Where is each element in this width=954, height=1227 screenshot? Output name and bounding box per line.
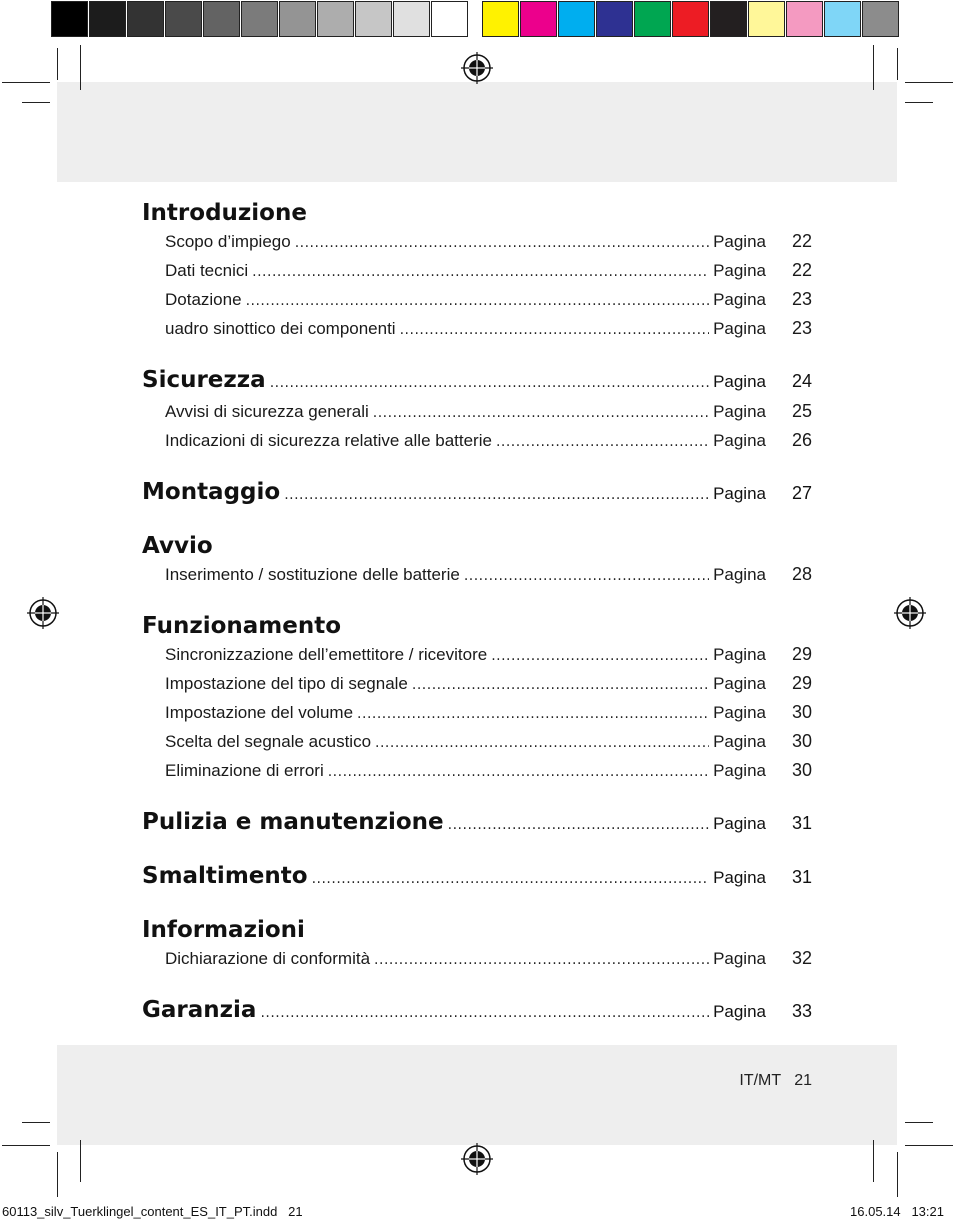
pagina-label: Pagina: [713, 261, 766, 280]
leader-dots: [375, 730, 709, 757]
registration-mark-icon: [894, 597, 926, 629]
pagina-label: Pagina: [713, 949, 766, 968]
top-band: [57, 82, 897, 182]
pagina-label: Pagina: [713, 674, 766, 693]
toc-entry[interactable]: [142, 315, 812, 344]
section-title: Garanzia: [142, 997, 257, 1023]
pagina-label: Pagina: [713, 372, 766, 391]
toc-section-heading[interactable]: [142, 477, 812, 510]
color-swatch: [241, 1, 278, 37]
color-bar: [482, 1, 900, 39]
entry-label: Dati tecnici: [165, 261, 249, 280]
toc-entry[interactable]: [142, 728, 812, 757]
leader-dots: [295, 230, 709, 257]
toc-entry[interactable]: [142, 670, 812, 699]
color-swatch: [393, 1, 430, 37]
entry-label: Dichiarazione di conformità: [165, 949, 371, 968]
pagina-label: Pagina: [713, 319, 766, 338]
leader-dots: [400, 317, 709, 344]
leader-dots: [448, 810, 709, 840]
toc-section: [142, 365, 812, 456]
page-number: 24: [791, 371, 812, 391]
section-title: Avvio: [142, 533, 213, 559]
page-number: 32: [791, 948, 812, 968]
pagina-label: Pagina: [713, 232, 766, 251]
color-swatch: [862, 1, 899, 37]
entry-label: Avvisi di sicurezza generali: [165, 402, 369, 421]
pagina-label: Pagina: [713, 732, 766, 751]
toc-section: [142, 531, 812, 590]
toc-section-heading[interactable]: [142, 861, 812, 894]
pagina-label: Pagina: [713, 703, 766, 722]
section-title: Montaggio: [142, 479, 281, 505]
toc-section-heading[interactable]: [142, 995, 812, 1028]
leader-dots: [260, 998, 709, 1028]
pagina-label: Pagina: [713, 868, 766, 887]
pagina-label: Pagina: [713, 402, 766, 421]
entry-label: uadro sinottico dei componenti: [165, 319, 396, 338]
pagina-label: Pagina: [713, 645, 766, 664]
section-title: Pulizia e manutenzione: [142, 809, 444, 835]
page-number: 30: [791, 731, 812, 751]
section-title: Informazioni: [142, 917, 305, 943]
toc-section-heading[interactable]: [142, 915, 812, 945]
leader-dots: [284, 480, 709, 510]
file-slug: 60113_silv_Tuerklingel_content_ES_IT_PT.indd 21: [2, 1204, 303, 1219]
toc-entry[interactable]: [142, 398, 812, 427]
color-swatch: [89, 1, 126, 37]
entry-label: Eliminazione di errori: [165, 761, 324, 780]
leader-dots: [464, 563, 709, 590]
toc-section: [142, 807, 812, 840]
color-swatch: [748, 1, 785, 37]
color-swatch: [824, 1, 861, 37]
entry-label: Scelta del segnale acustico: [165, 732, 372, 751]
page-number: 29: [791, 673, 812, 693]
toc-entry[interactable]: [142, 228, 812, 257]
color-swatch: [786, 1, 823, 37]
color-swatch: [431, 1, 468, 37]
entry-label: Impostazione del tipo di segnale: [165, 674, 408, 693]
page-number: 22: [791, 260, 812, 280]
page-number: 28: [791, 564, 812, 584]
registration-mark-icon: [461, 1143, 493, 1175]
toc-entry[interactable]: [142, 641, 812, 670]
leader-dots: [373, 400, 709, 427]
toc-entry[interactable]: [142, 757, 812, 786]
pagina-label: Pagina: [713, 431, 766, 450]
color-swatch: [279, 1, 316, 37]
leader-dots: [312, 864, 710, 894]
page-number: 31: [791, 813, 812, 833]
toc-entry[interactable]: [142, 945, 812, 974]
toc-section: [142, 915, 812, 974]
page-number: IT/MT 21: [739, 1072, 812, 1089]
page-number: 26: [791, 430, 812, 450]
toc-section-heading[interactable]: [142, 531, 812, 561]
toc-section: [142, 198, 812, 344]
section-title: Funzionamento: [142, 613, 342, 639]
color-swatch: [51, 1, 88, 37]
leader-dots: [496, 429, 709, 456]
leader-dots: [252, 259, 709, 286]
toc-section: [142, 995, 812, 1028]
page-number: 25: [791, 401, 812, 421]
entry-label: Dotazione: [165, 290, 242, 309]
color-swatch: [317, 1, 354, 37]
toc-section-heading[interactable]: [142, 198, 812, 228]
registration-mark-icon: [27, 597, 59, 629]
leader-dots: [374, 947, 709, 974]
leader-dots: [357, 701, 709, 728]
registration-mark-icon: [461, 52, 493, 84]
page-number: 22: [791, 231, 812, 251]
color-swatch: [127, 1, 164, 37]
toc-section-heading[interactable]: [142, 365, 812, 398]
leader-dots: [328, 759, 709, 786]
grayscale-bar: [51, 1, 469, 39]
leader-dots: [270, 368, 709, 398]
entry-label: Inserimento / sostituzione delle batterie: [165, 565, 460, 584]
leader-dots: [491, 643, 709, 670]
pagina-label: Pagina: [713, 761, 766, 780]
color-swatch: [203, 1, 240, 37]
pagina-label: Pagina: [713, 484, 766, 503]
toc-section: [142, 611, 812, 786]
color-swatch: [596, 1, 633, 37]
color-swatch: [165, 1, 202, 37]
page-number: 30: [791, 760, 812, 780]
leader-dots: [412, 672, 709, 699]
toc-section: [142, 477, 812, 510]
color-swatch: [558, 1, 595, 37]
section-title: Smaltimento: [142, 863, 308, 889]
page-number: 31: [791, 867, 812, 887]
page-number: 23: [791, 289, 812, 309]
toc-section-heading[interactable]: [142, 807, 812, 840]
section-title: Introduzione: [142, 200, 307, 226]
table-of-contents: [142, 198, 812, 1028]
page-number: 30: [791, 702, 812, 722]
page-number: 27: [791, 483, 812, 503]
bottom-band: [57, 1045, 897, 1145]
toc-entry[interactable]: [142, 286, 812, 315]
color-swatch: [520, 1, 557, 37]
pagina-label: Pagina: [713, 565, 766, 584]
color-swatch: [482, 1, 519, 37]
color-swatch: [355, 1, 392, 37]
toc-entry[interactable]: [142, 699, 812, 728]
color-swatch: [634, 1, 671, 37]
page-number: 23: [791, 318, 812, 338]
entry-label: Sincronizzazione dell’emettitore / ricevitore: [165, 645, 488, 664]
timestamp-slug: 16.05.14 13:21: [850, 1204, 944, 1219]
color-swatch: [672, 1, 709, 37]
toc-entry[interactable]: [142, 257, 812, 286]
pagina-label: Pagina: [713, 814, 766, 833]
page-number: 33: [791, 1001, 812, 1021]
toc-section-heading[interactable]: [142, 611, 812, 641]
toc-section: [142, 861, 812, 894]
entry-label: Impostazione del volume: [165, 703, 354, 722]
pagina-label: Pagina: [713, 290, 766, 309]
entry-label: Scopo d’impiego: [165, 232, 291, 251]
pagina-label: Pagina: [713, 1002, 766, 1021]
toc-entry[interactable]: [142, 427, 812, 456]
toc-entry[interactable]: [142, 561, 812, 590]
leader-dots: [246, 288, 710, 315]
page-number: 29: [791, 644, 812, 664]
color-swatch: [710, 1, 747, 37]
entry-label: Indicazioni di sicurezza relative alle batterie: [165, 431, 492, 450]
section-title: Sicurezza: [142, 367, 266, 393]
